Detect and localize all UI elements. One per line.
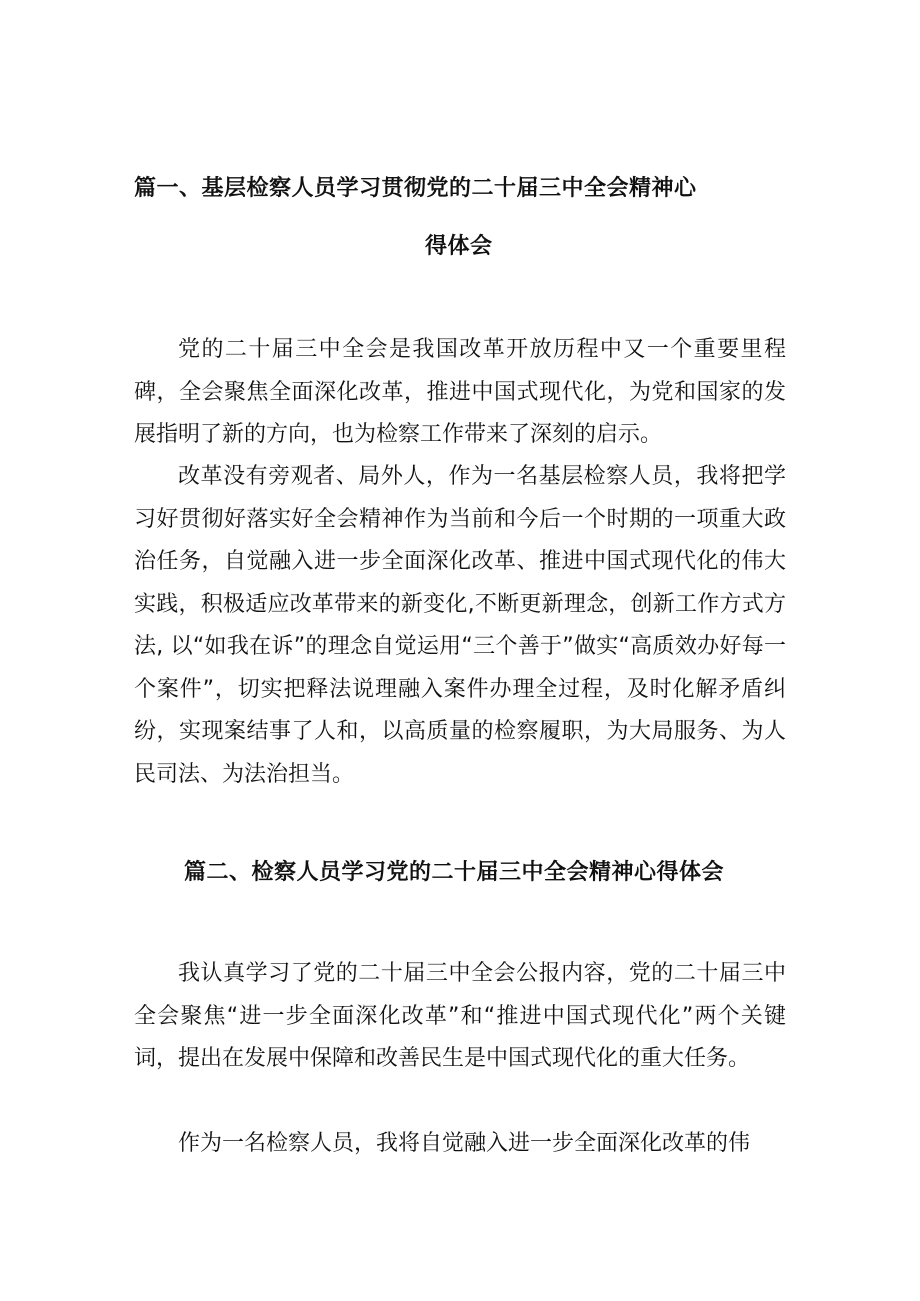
section2-paragraph-2: 作为一名检察人员，我将自觉融入进一步全面深化改革的伟 [178, 1131, 751, 1156]
section1-paragraph-2: 改革没有旁观者、局外人，作为一名基层检察人员，我将把学习好贯彻好落实好全会精神作为当前和今后一个时期的一项重大政治任务，自觉融入进一步全面深化改革、推进中国式现代化的伟大实践，积极适应改革带来的新变化,不断更新理念，创新工作方式方法, 以“如我在诉”的理念自觉运用“三个善于”做实“高质效办好每一个案件”，切实把释法说理融入案件办理全过程，及时化解矛盾纠纷，实现案结事了人和，以高质量的检察履职，为大局服务、为人民司法、为法治担当。 [134, 464, 786, 787]
section1-paragraph-1: 党的二十届三中全会是我国改革开放历程中又一个重要里程碑，全会聚焦全面深化改革，推进中国式现代化，为党和国家的发展指明了新的方向，也为检察工作带来了深刻的启示。 [134, 337, 786, 447]
section1-title-line1: 篇一、基层检察人员学习贯彻党的二十届三中全会精神心 [134, 176, 697, 201]
section2-title: 篇二、检察人员学习党的二十届三中全会精神心得体会 [184, 860, 725, 885]
section1-title-line2: 得体会 [425, 234, 493, 259]
section2-paragraph-1: 我认真学习了党的二十届三中全会公报内容，党的二十届三中全会聚焦“进一步全面深化改革”和“推进中国式现代化”两个关键词，提出在发展中保障和改善民生是中国式现代化的重大任务。 [134, 961, 786, 1071]
